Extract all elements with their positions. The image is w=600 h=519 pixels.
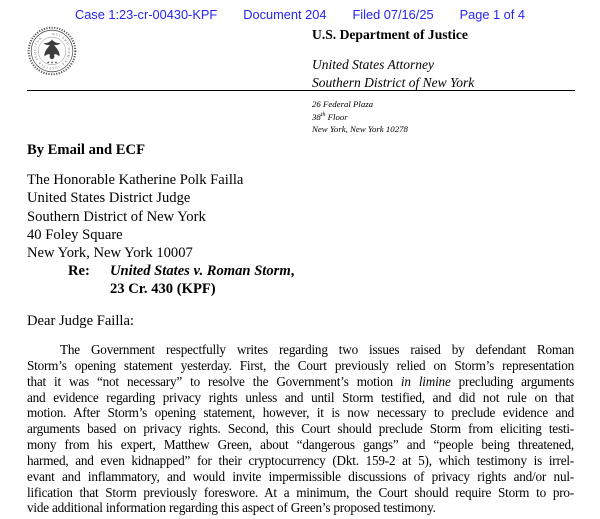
office-address (312, 99, 408, 135)
address-line: 26 Federal Plaza (312, 99, 374, 109)
pacer-stamp (0, 7, 600, 22)
body-line: arguments based on privacy rights. Second, this Court should preclude Storm from eliciting testi- (27, 421, 574, 437)
body-line: that it was “not necessary” to resolve the Government’s motion in limine precluding arguments (27, 373, 575, 389)
seal-ring-text: QUI PRO DOMINA JUSTITIA SEQUITUR (32, 31, 72, 71)
re-block (68, 262, 294, 299)
case-name: United States v. Roman Storm, (110, 263, 295, 279)
department-title: U.S. Department of Justice (312, 27, 468, 42)
usao-title: United States Attorney (312, 57, 434, 72)
letterhead-divider (27, 90, 575, 91)
stamp-segment: Filed 07/16/25 (352, 7, 434, 22)
body-line: lification that Storm previously foreswore. At a minimum, the Court should require Storm to pro- (27, 484, 574, 500)
ordinal-suffix: th (320, 112, 326, 119)
body-line: Storm’s opening statement yesterday. First, the Court previously relied on Storm’s representation (27, 357, 574, 373)
doj-seal-icon (27, 26, 77, 76)
address-line: New York, New York 10278 (312, 123, 408, 134)
stamp-segment: Page 1 of 4 (459, 7, 526, 22)
case-caption (110, 262, 294, 299)
recipient-line: 40 Foley Square (27, 226, 123, 243)
recipient-address (27, 171, 243, 262)
seal-stars: ★ ★ ★ (46, 60, 58, 65)
delivery-method: By Email and ECF (27, 142, 145, 158)
district-title: Southern District of New York (312, 75, 475, 90)
recipient-line: United States District Judge (27, 190, 191, 207)
address-line: 38th Floor (312, 112, 348, 123)
body-line: vide additional information regarding this aspect of Green’s proposed testimony. (27, 500, 436, 516)
letter-body (27, 342, 574, 516)
re-label: Re: (68, 263, 90, 279)
body-line: motion. After Storm’s opening statement, however, it is now necessary to preclude evidence and (27, 405, 574, 421)
body-line: mony from his expert, Matthew Green, about “dangerous gangs” and “people being threatened, (27, 437, 574, 453)
recipient-line: New York, New York 10007 (27, 245, 193, 262)
recipient-line: Southern District of New York (27, 208, 206, 225)
body-line: and evidence regarding privacy rights unless and until Storm testified, and did not rule on that (27, 389, 574, 405)
salutation: Dear Judge Failla: (27, 313, 134, 329)
body-line: The Government respectfully writes regarding two issues raised by defendant Roman (60, 342, 574, 357)
case-number-line: 23 Cr. 430 (KPF) (110, 281, 216, 298)
office-title (312, 56, 474, 92)
stamp-segment: Document 204 (243, 7, 327, 22)
body-line: harmed, and even kidnapped” for their cryptocurrency (Dkt. 159-2 at 5), which testimony is irrel- (27, 452, 574, 468)
stamp-segment: Case 1:23-cr-00430-KPF (74, 7, 218, 22)
recipient-line: The Honorable Katherine Polk Failla (27, 172, 244, 188)
body-line: evant and inflammatory, and would invite impermissible discussions of privacy rights and/or nul- (27, 468, 574, 484)
